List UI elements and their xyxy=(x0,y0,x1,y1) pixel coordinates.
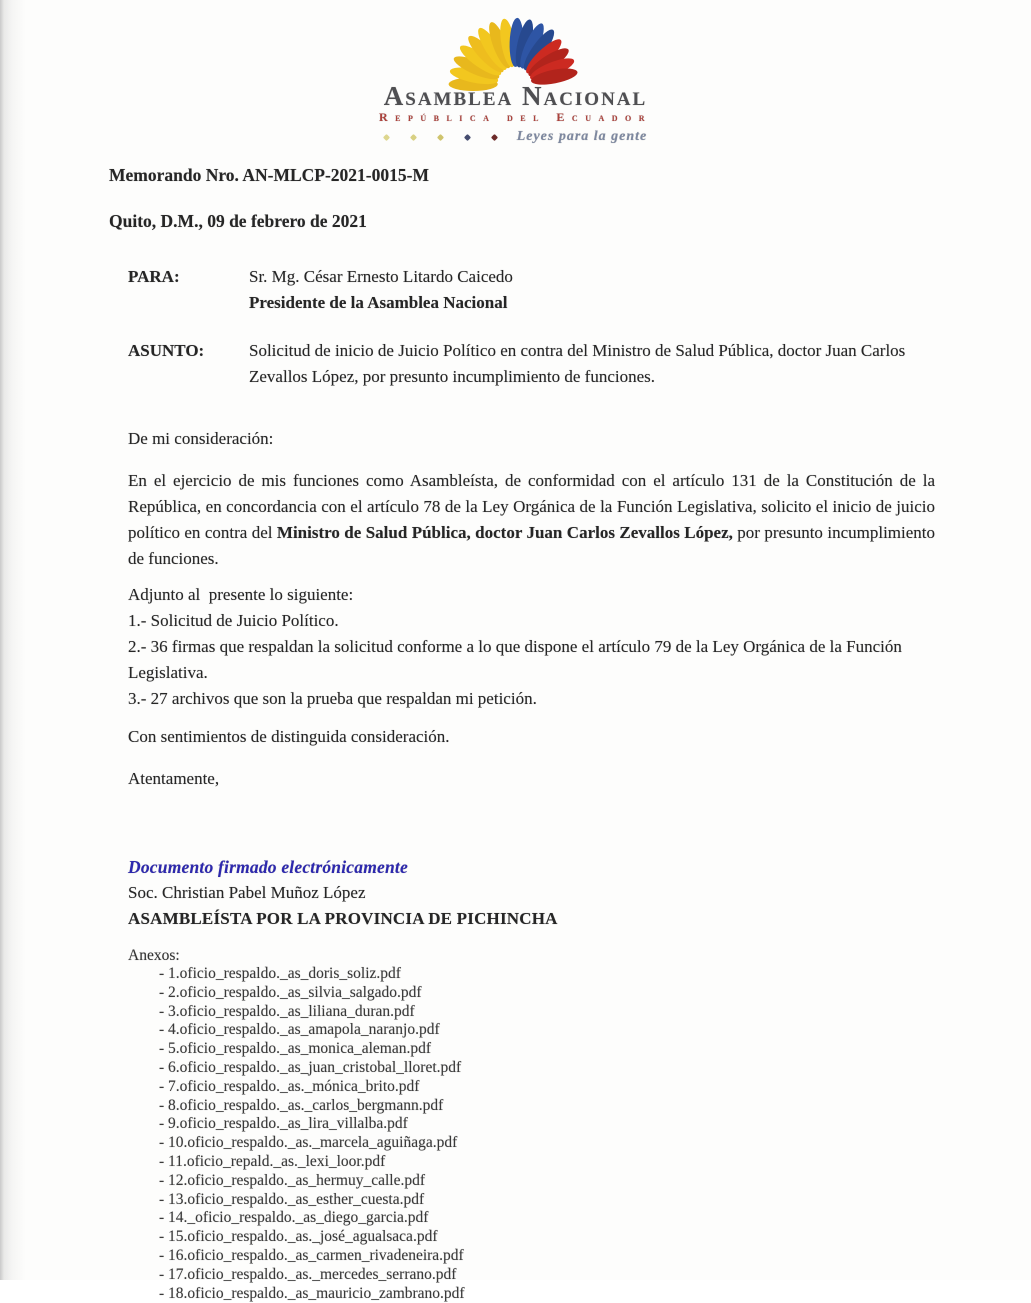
asamblea-nacional-logo xyxy=(379,6,652,146)
anexo-item: - 6.oficio_respaldo._as_juan_cristobal_lloret.pdf xyxy=(159,1058,462,1076)
attachment-item: 1.- Solicitud de Juicio Político. xyxy=(128,611,339,630)
asunto-label: ASUNTO: xyxy=(128,341,205,360)
asunto-text: Solicitud de inicio de Juicio Político en contra del Ministro de Salud Pública, doctor Juan Carlos Zevallos López, por presunto incumplimiento de funciones. xyxy=(249,341,906,386)
anexos-list xyxy=(128,965,935,1303)
recipient-name: Sr. Mg. César Ernesto Litardo Caicedo xyxy=(249,267,513,286)
anexos-label: Anexos: xyxy=(128,947,180,964)
electronic-signature-note: Documento firmado electrónicamente xyxy=(128,857,408,877)
logo-header xyxy=(0,0,1031,146)
anexo-item: - 1.oficio_respaldo._as_doris_soliz.pdf xyxy=(159,965,401,982)
paragraph-text: En el ejercicio de mis funciones como Asambleísta, de conformidad con el artículo 131 de la Constitución de la República, en concordancia con el artículo 78 de la Ley Orgánica de la Función Legislativa, solicito el inicio de juicio político en contra del xyxy=(128,471,935,542)
anexo-item: - 2.oficio_respaldo._as_silvia_salgado.pdf xyxy=(159,983,422,1001)
closing-line: Con sentimientos de distinguida consideración. xyxy=(128,727,450,746)
memo-content xyxy=(0,164,1031,1303)
signer-title: ASAMBLEÍSTA POR LA PROVINCIA DE PICHINCHA xyxy=(128,909,558,928)
paragraph-bold-text: Ministro de Salud Pública, doctor Juan Carlos Zevallos López, xyxy=(276,523,733,542)
memo-number: Memorando Nro. AN-MLCP-2021-0015-M xyxy=(109,165,429,185)
para-label: PARA: xyxy=(128,267,180,286)
anexo-item: - 11.oficio_repald._as._lexi_loor.pdf xyxy=(159,1152,386,1170)
para-value xyxy=(249,264,935,316)
anexo-item: - 4.oficio_respaldo._as_amapola_naranjo.pdf xyxy=(159,1021,440,1039)
paragraph-tail-text: por presunto incumplimiento de funciones. xyxy=(128,523,936,568)
recipient-title: Presidente de la Asamblea Nacional xyxy=(249,293,508,312)
anexo-item: - 17.oficio_respaldo._as._mercedes_serrano.pdf xyxy=(159,1265,457,1283)
anexo-item: - 5.oficio_respaldo._as_monica_aleman.pdf xyxy=(159,1040,432,1058)
body-paragraph xyxy=(128,468,935,572)
anexo-item: - 13.oficio_respaldo._as_esther_cuesta.pdf xyxy=(159,1190,425,1208)
anexo-item: - 14._oficio_respaldo._as_diego_garcia.pdf xyxy=(159,1209,429,1227)
anexo-item: - 3.oficio_respaldo._as_liliana_duran.pdf xyxy=(159,1002,415,1020)
logo-title: Asamblea Nacional xyxy=(383,81,648,111)
logo-dots xyxy=(384,135,497,140)
salutation: De mi consideración: xyxy=(128,429,274,448)
anexo-item: - 10.oficio_respaldo._as._marcela_aguiñaga.pdf xyxy=(159,1134,458,1152)
attachment-item: 3.- 27 archivos que son la prueba que respaldan mi petición. xyxy=(128,689,537,708)
anexo-item: - 8.oficio_respaldo._as._carlos_bergmann.pdf xyxy=(159,1096,444,1114)
anexo-item: - 12.oficio_respaldo._as_hermuy_calle.pdf xyxy=(159,1171,425,1189)
anexo-item: - 16.oficio_respaldo._as_carmen_rivadeneira.pdf xyxy=(159,1246,464,1264)
anexo-item: - 9.oficio_respaldo._as_lira_villalba.pdf xyxy=(159,1115,408,1133)
asunto-row xyxy=(128,338,935,390)
asamblea-logo-fan-icon xyxy=(410,6,620,86)
memo-date: Quito, D.M., 09 de febrero de 2021 xyxy=(109,211,367,231)
anexo-item: - 7.oficio_respaldo._as._mónica_brito.pdf xyxy=(159,1077,420,1095)
anexo-item: - 15.oficio_respaldo._as._josé_agualsaca.pdf xyxy=(159,1228,438,1246)
anexo-item: - 18.oficio_respaldo._as_mauricio_zambrano.pdf xyxy=(159,1284,465,1302)
logo-subtitle: República del Ecuador xyxy=(378,110,653,124)
para-row xyxy=(128,264,935,316)
farewell-line: Atentamente, xyxy=(128,769,220,788)
attachment-item: 2.- 36 firmas que respaldan la solicitud conforme a lo que dispone el artículo 79 de la Ley Orgánica de la Función Legislativa. xyxy=(128,637,902,682)
signer-name: Soc. Christian Pabel Muñoz López xyxy=(128,883,366,902)
logo-tagline: Leyes para la gente xyxy=(516,129,648,144)
attachments-list xyxy=(128,608,935,712)
attachments-intro: Adjunto al presente lo siguiente: xyxy=(128,585,354,604)
